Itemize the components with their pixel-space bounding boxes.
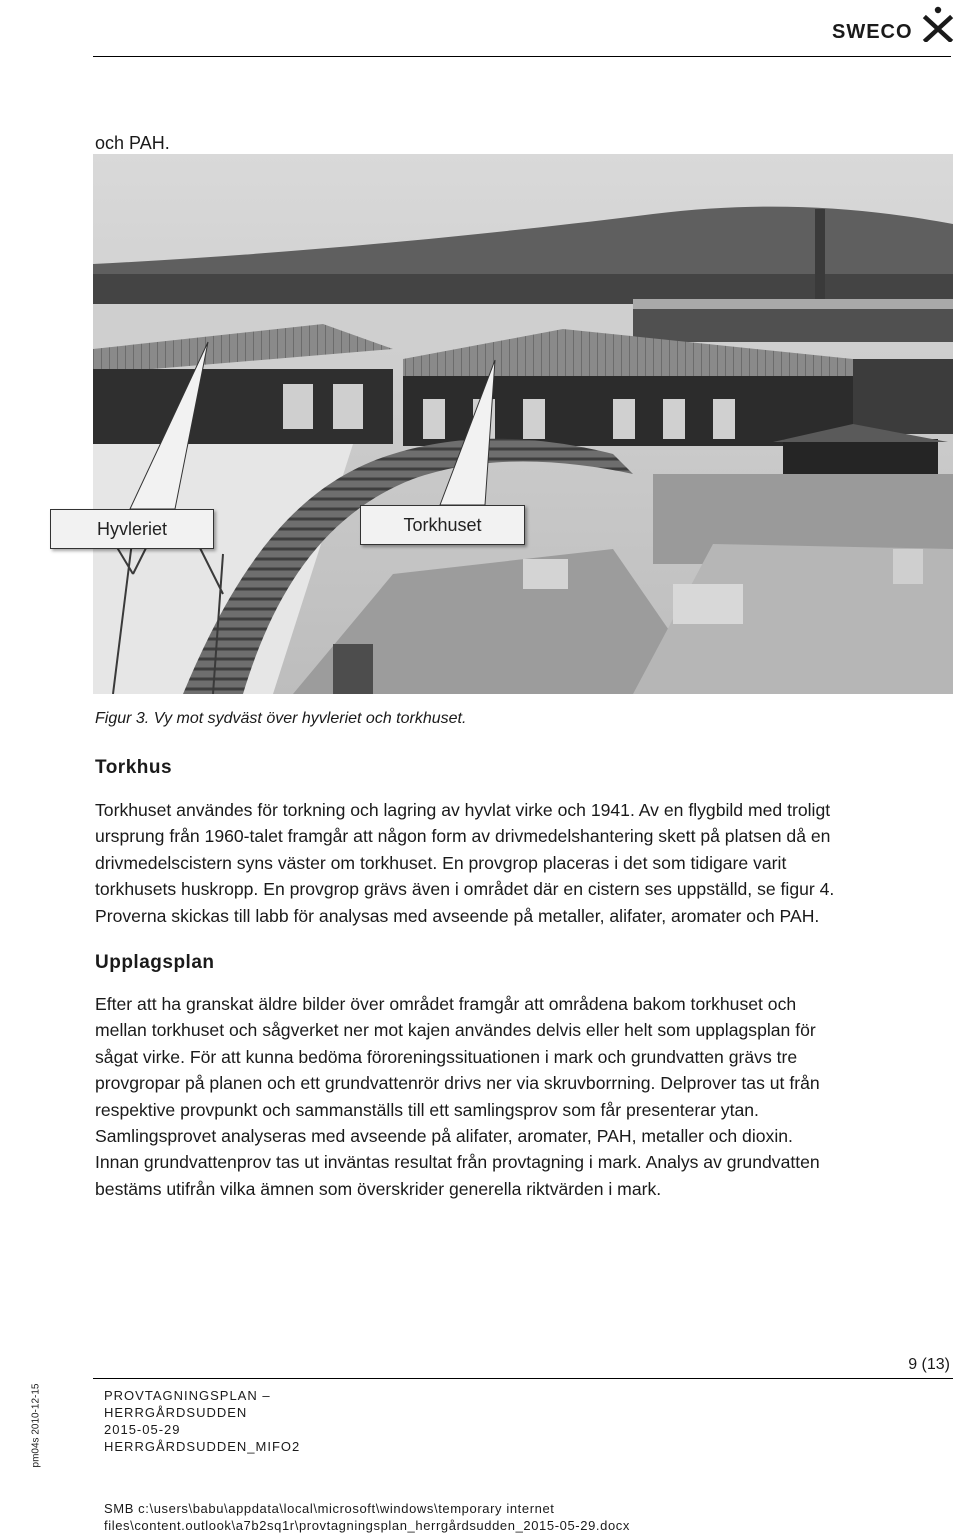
text-line: Efter att ha granskat äldre bilder över området framgår att områdena bakom torkhuset och [95, 994, 797, 1014]
text-line: bestäms utifrån vilka ämnen som överskrider generella riktvärden i mark. [95, 1178, 662, 1199]
callout-torkhuset: Torkhuset [360, 505, 525, 545]
logo-text: SWECO [832, 21, 913, 43]
photo-illustration [93, 154, 953, 694]
text-line: Samlingsprovet analyseras med avseende på alifater, aromater, PAH, metaller och dioxin. [95, 1126, 793, 1147]
heading-torkhus: Torkhus [95, 757, 173, 778]
text-line: Torkhuset användes för torkning och lagring av hyvlat virke och 1941. Av en flygbild med troligt [95, 800, 831, 820]
text-line: sågat virke. För att kunna bedöma föroreningssituationen i mark och grundvatten grävs tre [95, 1046, 798, 1067]
paragraph-torkhus [95, 797, 955, 929]
header-rule [93, 56, 951, 57]
text-line: mellan torkhuset och sågverket ner mot kajen användes delvis eller helt som upplagsplan för [95, 1020, 816, 1041]
callout-hyvleriet: Hyvleriet [50, 509, 214, 549]
footer-doc-line: 2015-05-29 [104, 1422, 181, 1437]
footer-path-line: files\content.outlook\a7b2sq1r\provtagningsplan_herrgårdsudden_2015-05-29.docx [104, 1518, 630, 1533]
heading-upplagsplan: Upplagsplan [95, 952, 215, 973]
sweco-mark-icon [922, 6, 954, 42]
lead-text: och PAH. [95, 133, 170, 153]
footer-doc-info [104, 1387, 300, 1455]
paragraph-upplagsplan [95, 991, 955, 1202]
footer-rule [93, 1378, 953, 1379]
footer-file-path [104, 1500, 934, 1534]
text-line: ursprung från 1960-talet framgår att någon form av drivmedelshantering skett på platsen då en [95, 826, 831, 847]
sweco-logo [832, 6, 954, 46]
text-line: provgropar på planen och ett grundvattenrör drivs ner via skruvborrning. Delprover tas ut från [95, 1073, 820, 1094]
footer-doc-line: PROVTAGNINGSPLAN – [104, 1388, 271, 1403]
figure-caption: Figur 3. Vy mot sydväst över hyvleriet och torkhuset. [95, 710, 467, 727]
footer-doc-line: HERRGÅRDSUDDEN_MIFO2 [104, 1439, 301, 1454]
footer-doc-line: HERRGÅRDSUDDEN [104, 1405, 248, 1420]
historic-photo [93, 154, 953, 694]
footer-path-line: SMB c:\users\babu\appdata\local\microsoft\windows\temporary internet [104, 1501, 555, 1516]
text-line: Proverna skickas till labb för analysas med avseende på metaller, alifater, aromater och PAH. [95, 905, 820, 926]
text-line: Innan grundvattenprov tas ut inväntas resultat från provtagning i mark. Analys av grundvatten [95, 1152, 820, 1173]
side-template-id: pm04s 2010-12-15 [30, 1383, 42, 1468]
text-line: torkhusets huskropp. En provgrop grävs även i området där en cistern ses uppställd, se figur 4. [95, 879, 835, 900]
text-line: drivmedelscistern syns väster om torkhuset. En provgrop placeras i det som tidigare varit [95, 852, 787, 873]
page-number: 9 (13) [908, 1356, 950, 1373]
text-line: respektive provpunkt och sammanställs till ett samlingsprov som får presenterar ytan. [95, 1099, 759, 1120]
